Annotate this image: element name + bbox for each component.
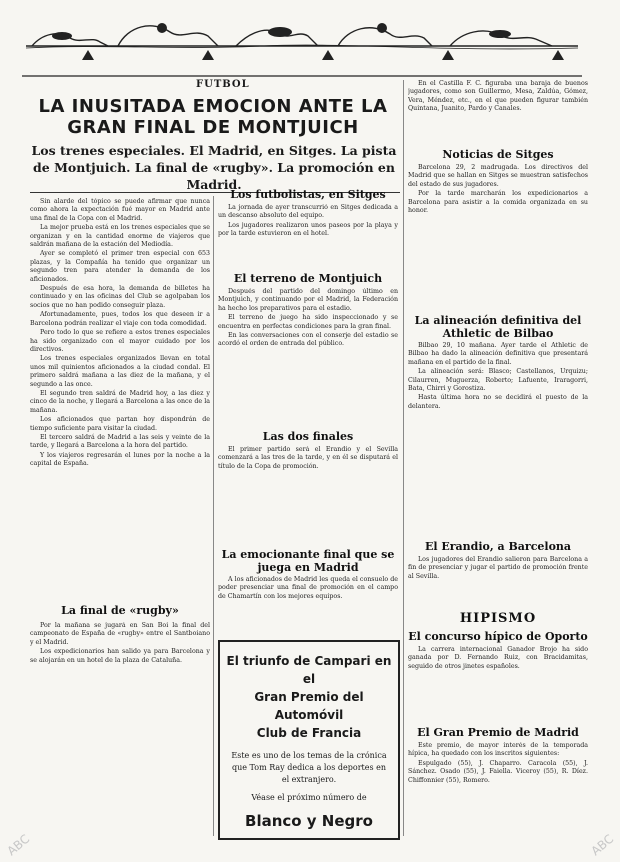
subhead-montjuich: El terreno de Montjuich bbox=[233, 272, 383, 285]
column-1-lower bbox=[30, 622, 210, 842]
paragraph: Después del partido del domingo último en Montjuich, y continuando por el Madrid, la Federación ha hecho los preparativos para el estadio. bbox=[218, 288, 398, 312]
paragraph: Los trenes especiales organizados llevan en total unos mil quinientos aficionados a la ciudad condal. El primero saldrá mañana a las diez de la mañana, y el segundo a las once. bbox=[30, 355, 210, 388]
column-3-block-5 bbox=[408, 742, 588, 838]
paragraph: El tercero saldrá de Madrid a las seis y veinte de la tarde, y llegará a Barcelona a la hora del partido. bbox=[30, 433, 210, 450]
ad-line-1: El triunfo de Campari en el bbox=[226, 654, 392, 686]
paragraph: Ayer se completó el primer tren especial con 653 plazas, y la Compañía ha tenido que organizar un segundo tren para atender la demanda de los aficionados. bbox=[30, 250, 210, 283]
ad-line-2: Gran Premio del Automóvil bbox=[254, 690, 364, 722]
paragraph: En las conversaciones con el conserje del estadio se acordó el orden de entrada del público. bbox=[218, 332, 398, 348]
paragraph: El segundo tren saldrá de Madrid hoy, a las diez y cinco de la noche, y llegará a Barcelona a las once de la mañana. bbox=[30, 389, 210, 414]
paragraph: Por la mañana se jugará en San Boi la final del campeonato de España de «rugby» entre el Santboiano y el Madrid. bbox=[30, 622, 210, 646]
paragraph: La mejor prueba está en los trenes especiales que se organizan y en la cantidad enorme de viajeros que saldrán mañana de la estación del Mediodía. bbox=[30, 224, 210, 249]
paragraph: Los jugadores del Erandio salieron para Barcelona a fin de presenciar y jugar el partido de promoción frente al Sevilla. bbox=[408, 556, 588, 580]
subhead-gran-premio: El Gran Premio de Madrid bbox=[417, 726, 579, 739]
paragraph: Hasta última hora no se decidirá el puesto de la delantera. bbox=[408, 394, 588, 410]
paragraph: Pero todo lo que se refiere a estos trenes especiales ha sido organizado con el mayor cuidado por los directivos. bbox=[30, 329, 210, 353]
column-3-block-4 bbox=[408, 646, 588, 722]
column-2-block-4 bbox=[218, 576, 398, 632]
subhead-athletic: La alineación definitiva del Athletic de Bilbao bbox=[414, 314, 582, 340]
column-1 bbox=[30, 198, 210, 602]
paragraph: Y los viajeros regresarán el lunes por la noche a la capital de España. bbox=[30, 451, 210, 468]
subhead-dos-finales: Las dos finales bbox=[262, 430, 354, 443]
column-3-block-3 bbox=[408, 556, 588, 608]
subhead-oporto: El concurso hípico de Oporto bbox=[408, 630, 588, 643]
paragraph: Los aficionados que partan hoy dispondrán de tiempo suficiente para visitar la ciudad. bbox=[30, 416, 210, 432]
paragraph: El terreno de juego ha sido inspeccionado y se encuentra en perfectas condiciones para la gran final. bbox=[218, 314, 398, 330]
paragraph: Los expedicionarios han salido ya para Barcelona y se alojarán en un hotel de la plaza de Cataluña. bbox=[30, 648, 210, 664]
paragraph: A los aficionados de Madrid les queda el consuelo de poder presenciar una final de promoción en el campo de Chamartín con los mejores equipos. bbox=[218, 576, 398, 600]
paragraph: Sin alarde del tópico se puede afirmar que nunca como ahora la expectación fué mayor en Madrid ante una final de la Copa con el Madrid. bbox=[30, 198, 210, 222]
subhead-final-madrid: La emocionante final que se juega en Madrid bbox=[221, 548, 395, 574]
advertisement-box bbox=[218, 640, 400, 840]
section-hipismo: HIPISMO bbox=[459, 611, 537, 626]
paragraph: La jornada de ayer transcurrió en Sitges dedicada a un descanso absoluto del equipo. bbox=[218, 204, 398, 220]
ad-line-3: Club de Francia bbox=[256, 726, 362, 740]
watermark-logo: ABC bbox=[588, 831, 617, 859]
column-2-block-3 bbox=[218, 446, 398, 544]
paragraph: Barcelona 29, 2 madrugada. Los directivos del Madrid que se hallan en Sitges se muestran satisfechos del estado de sus jugadores. bbox=[408, 164, 588, 188]
section-banner-illustration bbox=[22, 6, 582, 82]
paragraph: Afortunadamente, pues, todos los que deseen ir a Barcelona podrán realizar el viaje con toda comodidad. bbox=[30, 311, 210, 327]
ad-see-next: Véase el próximo número de bbox=[251, 793, 367, 802]
paragraph: Los jugadores realizaron unos paseos por la playa y por la tarde estuvieron en el hotel. bbox=[218, 221, 398, 238]
paragraph: El primer partido será el Erandio y el Sevilla comenzará a las tres de la tarde, y en él se disputará el título de la Copa de promoción. bbox=[218, 446, 398, 470]
column-3-block-1 bbox=[408, 164, 588, 308]
column-2-block-2 bbox=[218, 288, 398, 424]
subhead-rugby: La final de «rugby» bbox=[61, 604, 179, 617]
headline-deck: Los trenes especiales. El Madrid, en Sitges. La pista de Montjuich. La final de «rugby». La promoción en Madrid. bbox=[31, 143, 397, 192]
paragraph: Este premio, de mayor interés de la temporada hípica, ha quedado con los inscritos siguientes: bbox=[408, 742, 588, 758]
watermark-logo: ABC bbox=[4, 831, 33, 859]
column-separator bbox=[403, 80, 404, 836]
paragraph: Por la tarde marcharán los expedicionarios a Barcelona para asistir a la comida organizada en su honor. bbox=[408, 190, 588, 215]
column-2-block-1 bbox=[218, 204, 398, 266]
column-3-top bbox=[408, 80, 588, 146]
ad-description: Este es uno de los temas de la crónica que Tom Ray dedica a los deportes en el extranjero. bbox=[231, 751, 387, 784]
subhead-futbolistas: Los futbolistas, en Sitges bbox=[230, 188, 386, 201]
paragraph: Espulgado (55), J. Chaparro. Caracola (55), J. Sánchez. Osado (55), J. Faiella. Viceroy (55), R. Díez. Chiffonnier (55), Romero. bbox=[408, 759, 588, 784]
section-label: FUTBOL bbox=[196, 79, 250, 90]
subhead-erandio: El Erandio, a Barcelona bbox=[424, 540, 572, 553]
paragraph: En el Castilla F. C. figuraba una baraja de buenos jugadores, como son Guillermo, Mesa, Zaldúa, Gómez, Vera, Méndez, etc., en el que pueden figurar también Quintana, Juanito, Pardo y Canales. bbox=[408, 80, 588, 113]
paragraph: La alineación será: Blasco; Castellanos, Urquizu; Cilaurren, Muguerza, Roberto; Lafuente, Iraragorri, Bata, Chirri y Gorostiza. bbox=[408, 368, 588, 393]
paragraph: Bilbao 29, 10 mañana. Ayer tarde el Athletic de Bilbao ha dado la alineación definitiva que presentará mañana en el partido de la final. bbox=[408, 342, 588, 366]
column-separator bbox=[213, 196, 214, 836]
subhead-sitges: Noticias de Sitges bbox=[442, 148, 554, 161]
column-3-block-2 bbox=[408, 342, 588, 538]
paragraph: Después de esa hora, la demanda de billetes ha continuado y en las oficinas del Club se agolpaban los socios que no han podido conseguir plaza. bbox=[30, 285, 210, 309]
main-headline: LA INUSITADA EMOCION ANTE LA GRAN FINAL DE MONTJUICH bbox=[38, 96, 388, 138]
ad-brand: Blanco y Negro bbox=[245, 812, 373, 830]
paragraph: La carrera internacional Ganador Brojo ha sido ganada por D. Fernando Ruiz, con Bracidamitas, seguido de otros jinetes españoles. bbox=[408, 646, 588, 670]
